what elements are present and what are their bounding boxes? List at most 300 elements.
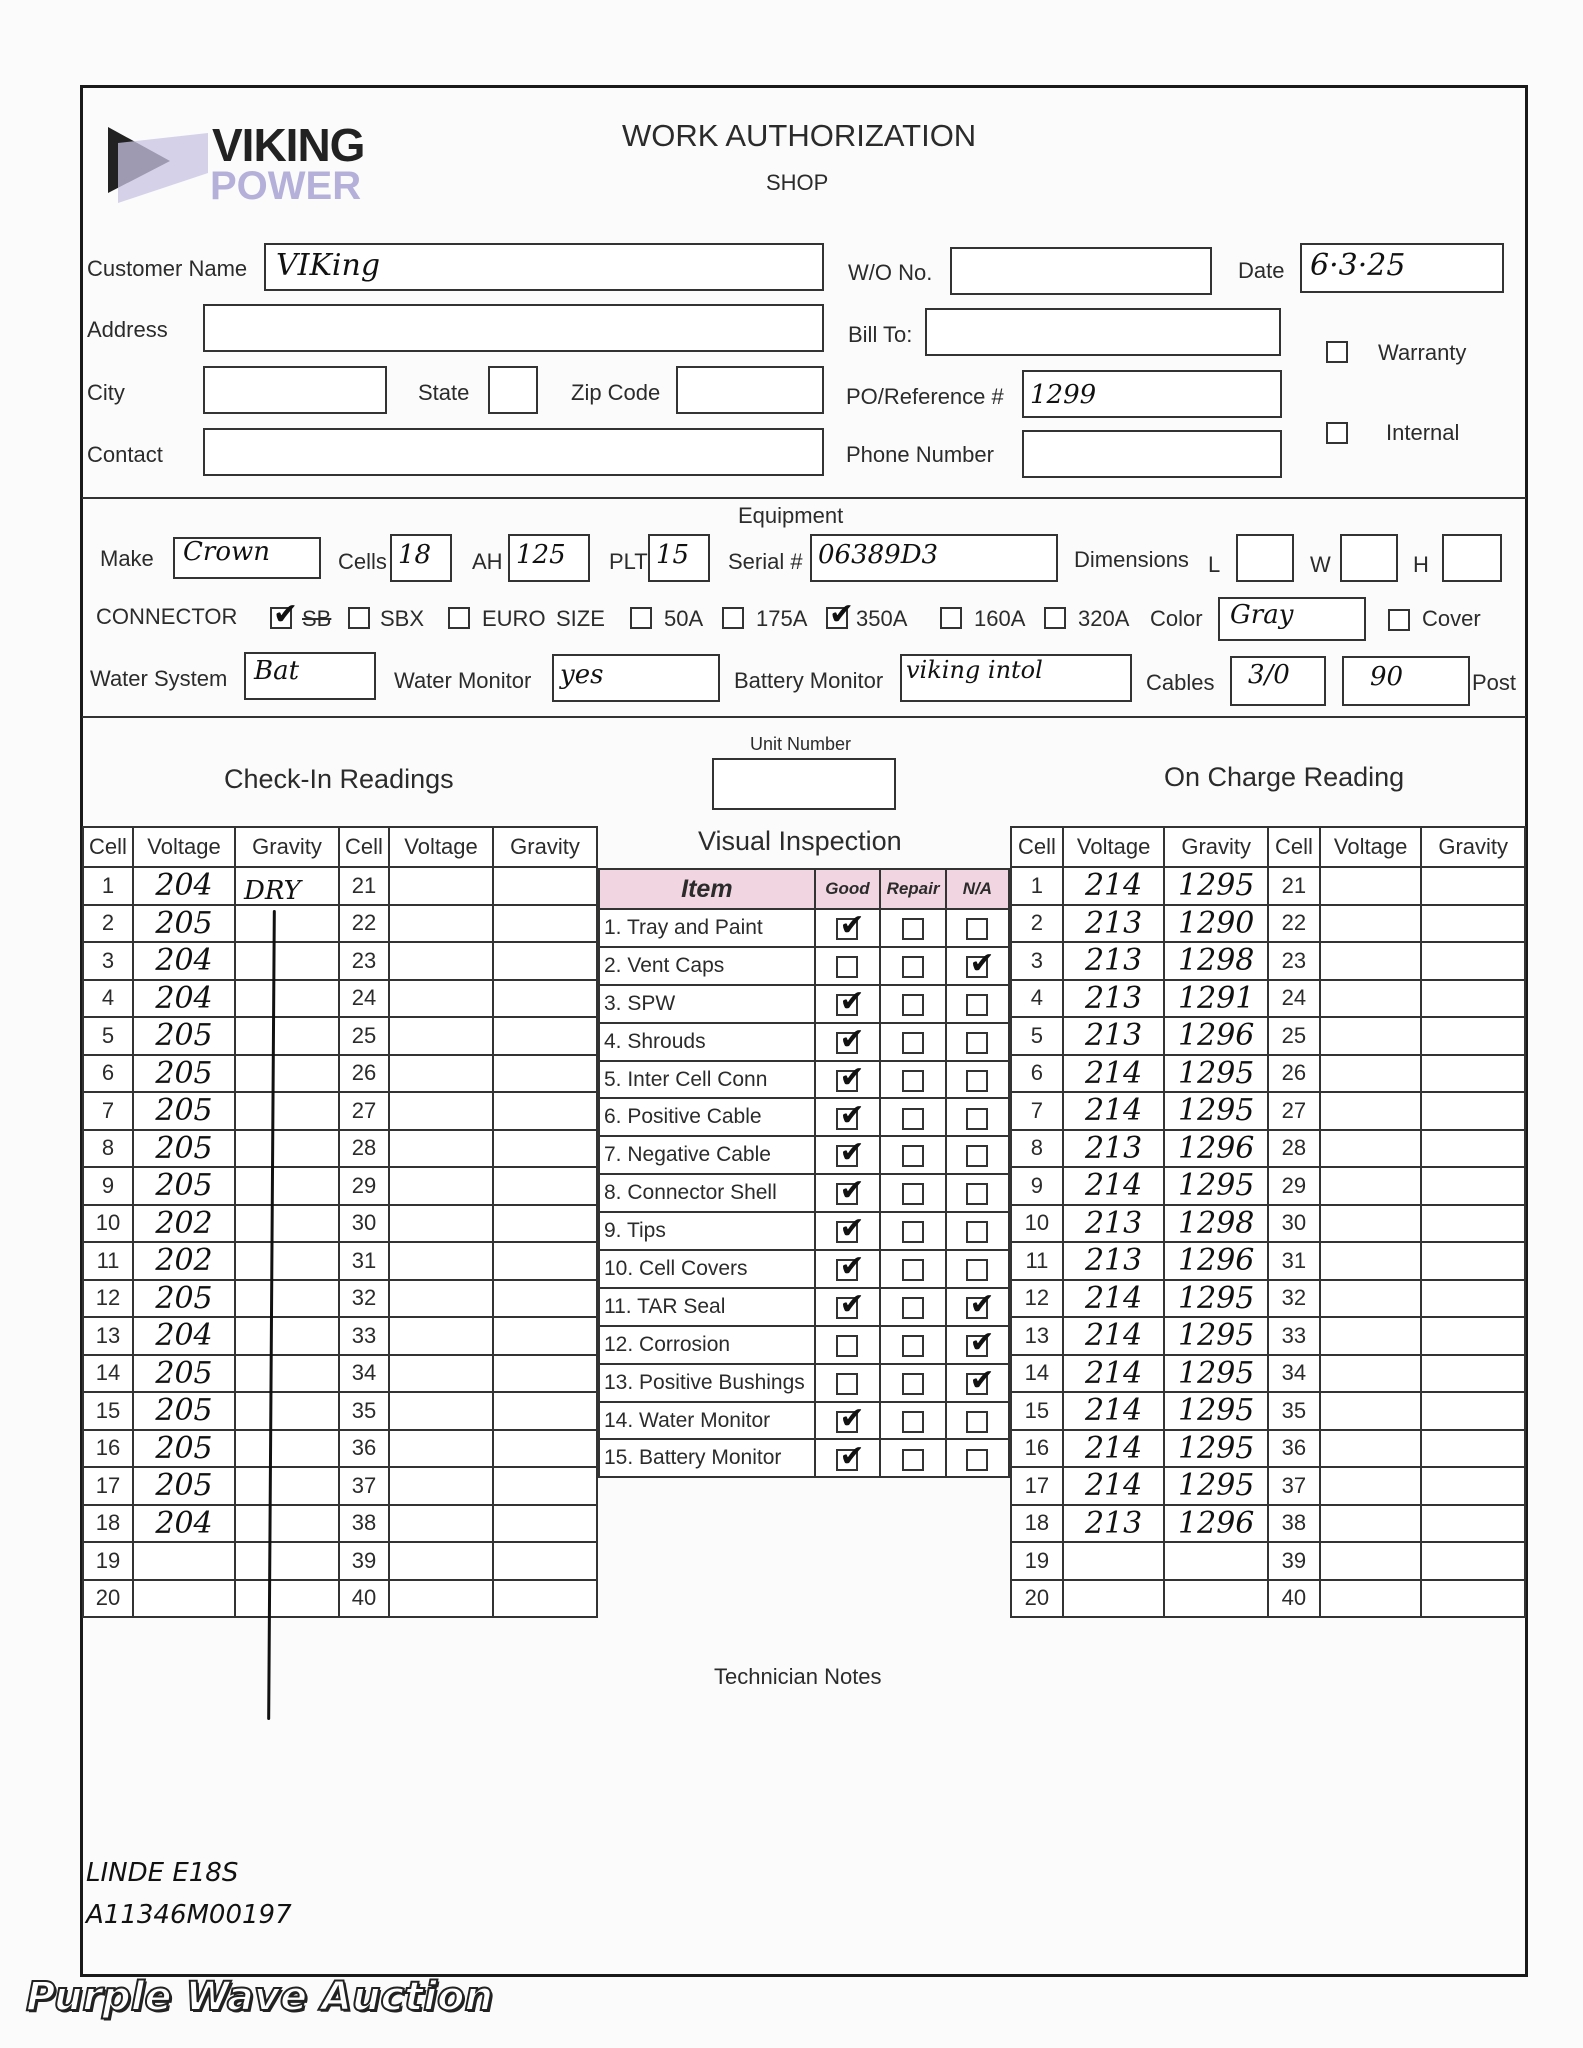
voltage-cell[interactable] — [1320, 1467, 1422, 1505]
euro-checkbox[interactable] — [448, 607, 470, 629]
gravity-cell[interactable] — [493, 1355, 597, 1393]
check-mark-icon: ✔ — [839, 1022, 865, 1057]
gravity-cell[interactable] — [235, 1505, 339, 1543]
wo-field[interactable] — [950, 247, 1212, 295]
na-checkbox[interactable] — [966, 1221, 988, 1243]
voltage-cell[interactable] — [1320, 1580, 1422, 1618]
oncharge-header-5: Gravity — [1421, 827, 1525, 867]
gravity-cell[interactable] — [493, 1542, 597, 1580]
voltage-cell[interactable]: 213 — [1063, 905, 1165, 943]
voltage-cell[interactable] — [389, 1242, 493, 1280]
cell-number: 40 — [1268, 1580, 1320, 1618]
gravity-cell[interactable] — [235, 1392, 339, 1430]
gravity-cell[interactable]: 1295 — [1164, 1167, 1268, 1205]
voltage-cell[interactable] — [1320, 1392, 1422, 1430]
voltage-cell[interactable]: 205 — [133, 1092, 235, 1130]
w-field[interactable] — [1340, 534, 1398, 582]
gravity-cell[interactable]: 1295 — [1164, 1467, 1268, 1505]
voltage-cell[interactable]: 213 — [1063, 1017, 1165, 1055]
cell-number: 33 — [1268, 1317, 1320, 1355]
gravity-cell[interactable]: 1295 — [1164, 1092, 1268, 1130]
voltage-cell[interactable]: 205 — [133, 1167, 235, 1205]
gravity-cell[interactable]: 1296 — [1164, 1130, 1268, 1168]
gravity-cell[interactable]: 1295 — [1164, 1055, 1268, 1093]
voltage-cell[interactable] — [389, 1130, 493, 1168]
table-row — [1011, 1280, 1525, 1318]
gravity-cell[interactable] — [1421, 942, 1525, 980]
cell-number: 31 — [1268, 1242, 1320, 1280]
inspection-repair-cell — [880, 1136, 946, 1174]
voltage-cell[interactable] — [389, 1017, 493, 1055]
good-checkbox[interactable] — [836, 1136, 865, 1171]
voltage-cell[interactable] — [389, 980, 493, 1018]
gravity-cell[interactable] — [1421, 1392, 1525, 1430]
gravity-cell[interactable] — [235, 1280, 339, 1318]
table-row — [1011, 1055, 1525, 1093]
good-checkbox[interactable] — [836, 1439, 865, 1474]
divider — [82, 716, 1526, 718]
repair-checkbox[interactable] — [902, 956, 924, 978]
voltage-cell[interactable]: 213 — [1063, 980, 1165, 1018]
gravity-cell[interactable]: 1291 — [1164, 980, 1268, 1018]
cell-number: 6 — [1011, 1055, 1063, 1093]
repair-checkbox[interactable] — [902, 1411, 924, 1433]
internal-checkbox[interactable] — [1326, 422, 1348, 444]
voltage-cell[interactable] — [389, 1505, 493, 1543]
cover-checkbox[interactable] — [1388, 609, 1410, 631]
voltage-cell[interactable] — [1320, 1130, 1422, 1168]
voltage-cell[interactable] — [133, 1542, 235, 1580]
cell-number: 24 — [339, 980, 389, 1018]
inspection-item-label: 13. Positive Bushings — [599, 1364, 815, 1402]
voltage-cell[interactable]: 205 — [133, 1467, 235, 1505]
inspection-col-item: Item — [599, 869, 815, 909]
gravity-cell[interactable] — [1421, 1317, 1525, 1355]
cell-number: 27 — [1268, 1092, 1320, 1130]
checkin-header-3: Cell — [339, 827, 389, 867]
address-field[interactable] — [203, 304, 824, 352]
table-row — [83, 942, 597, 980]
inspection-item-label: 11. TAR Seal — [599, 1288, 815, 1326]
voltage-cell[interactable] — [1320, 1355, 1422, 1393]
voltage-cell[interactable] — [389, 1542, 493, 1580]
gravity-cell[interactable]: 1295 — [1164, 1355, 1268, 1393]
gravity-cell[interactable] — [1421, 1542, 1525, 1580]
na-checkbox[interactable] — [966, 1259, 988, 1281]
cell-number: 33 — [339, 1317, 389, 1355]
voltage-cell[interactable] — [389, 1317, 493, 1355]
check-mark-icon: ✔ — [839, 984, 865, 1019]
gravity-cell[interactable] — [235, 1430, 339, 1468]
gravity-cell[interactable] — [493, 1467, 597, 1505]
gravity-cell[interactable]: 1296 — [1164, 1242, 1268, 1280]
gravity-cell[interactable] — [493, 1242, 597, 1280]
voltage-cell[interactable] — [389, 1467, 493, 1505]
gravity-cell[interactable]: 1290 — [1164, 905, 1268, 943]
cell-number: 15 — [1011, 1392, 1063, 1430]
table-row — [1011, 1242, 1525, 1280]
inspection-item-label: 2. Vent Caps — [599, 947, 815, 985]
gravity-cell[interactable]: 1295 — [1164, 1317, 1268, 1355]
voltage-cell[interactable] — [389, 1430, 493, 1468]
gravity-cell[interactable] — [235, 1580, 339, 1618]
contact-field[interactable] — [203, 428, 824, 476]
gravity-cell[interactable]: 1296 — [1164, 1505, 1268, 1543]
voltage-cell[interactable]: 213 — [1063, 1505, 1165, 1543]
voltage-cell[interactable]: 204 — [133, 867, 235, 905]
gravity-cell[interactable] — [235, 942, 339, 980]
gravity-cell[interactable] — [235, 1317, 339, 1355]
voltage-cell[interactable] — [1320, 1317, 1422, 1355]
voltage-cell[interactable] — [1320, 1280, 1422, 1318]
na-checkbox[interactable] — [966, 1411, 988, 1433]
gravity-cell[interactable] — [493, 1017, 597, 1055]
good-checkbox[interactable] — [836, 1060, 865, 1095]
voltage-cell[interactable]: 202 — [133, 1205, 235, 1243]
cell-number: 7 — [1011, 1092, 1063, 1130]
gravity-cell[interactable] — [493, 1430, 597, 1468]
voltage-cell[interactable]: 204 — [133, 1317, 235, 1355]
voltage-cell[interactable] — [389, 1055, 493, 1093]
voltage-cell[interactable]: 205 — [133, 1280, 235, 1318]
na-checkbox[interactable] — [966, 1183, 988, 1205]
good-checkbox[interactable] — [836, 1250, 865, 1285]
na-checkbox[interactable] — [966, 1108, 988, 1130]
unit-number-field[interactable] — [712, 758, 896, 810]
voltage-cell[interactable] — [1320, 1242, 1422, 1280]
checkin-header-2: Gravity — [235, 827, 339, 867]
oncharge-header-0: Cell — [1011, 827, 1063, 867]
gravity-cell[interactable] — [1421, 1130, 1525, 1168]
voltage-cell[interactable]: 214 — [1063, 1317, 1165, 1355]
warranty-checkbox[interactable] — [1326, 341, 1348, 363]
175a-checkbox[interactable] — [722, 607, 744, 629]
na-checkbox[interactable] — [966, 946, 995, 982]
table-row — [83, 867, 597, 905]
table-row — [83, 1430, 597, 1468]
gravity-cell[interactable] — [235, 1542, 339, 1580]
good-checkbox[interactable] — [836, 1373, 858, 1395]
na-checkbox[interactable] — [966, 1363, 995, 1398]
50a-label: 50A — [664, 606, 704, 631]
good-checkbox[interactable] — [836, 1022, 865, 1057]
gravity-cell[interactable]: 1298 — [1164, 1205, 1268, 1243]
voltage-cell[interactable] — [1320, 1205, 1422, 1243]
voltage-cell[interactable]: 213 — [1063, 1242, 1165, 1280]
gravity-cell[interactable] — [1421, 1092, 1525, 1130]
gravity-cell[interactable] — [1421, 1355, 1525, 1393]
voltage-cell[interactable]: 214 — [1063, 867, 1165, 905]
repair-checkbox[interactable] — [902, 1297, 924, 1319]
gravity-cell[interactable] — [493, 1505, 597, 1543]
good-checkbox[interactable] — [836, 1174, 865, 1209]
voltage-cell[interactable] — [133, 1580, 235, 1618]
gravity-cell[interactable] — [1421, 980, 1525, 1018]
post-field[interactable] — [1342, 656, 1470, 706]
inspection-repair-cell — [880, 947, 946, 985]
good-checkbox[interactable] — [836, 956, 858, 978]
gravity-cell[interactable]: 1295 — [1164, 867, 1268, 905]
inspection-na-cell — [946, 1212, 1009, 1250]
inspection-na-cell — [946, 1364, 1009, 1402]
inspection-good-cell — [815, 1061, 880, 1099]
cell-number: 30 — [1268, 1205, 1320, 1243]
voltage-cell[interactable] — [1320, 867, 1422, 905]
inspection-na-cell — [946, 1439, 1009, 1477]
gravity-cell[interactable] — [1421, 1430, 1525, 1468]
zip-field[interactable] — [676, 366, 824, 414]
gravity-cell[interactable] — [493, 1580, 597, 1618]
voltage-cell[interactable]: 205 — [133, 1017, 235, 1055]
repair-checkbox[interactable] — [902, 918, 924, 940]
voltage-cell[interactable] — [389, 1205, 493, 1243]
gravity-cell[interactable] — [493, 980, 597, 1018]
inspection-row — [599, 947, 1009, 985]
voltage-cell[interactable]: 214 — [1063, 1055, 1165, 1093]
good-checkbox[interactable] — [836, 984, 865, 1019]
voltage-cell[interactable]: 213 — [1063, 1205, 1165, 1243]
inspection-item-label: 3. SPW — [599, 985, 815, 1023]
gravity-cell[interactable]: 1295 — [1164, 1430, 1268, 1468]
gravity-cell[interactable] — [1421, 1280, 1525, 1318]
inspection-good-cell — [815, 1212, 880, 1250]
gravity-cell[interactable]: 1298 — [1164, 942, 1268, 980]
gravity-cell[interactable] — [493, 1167, 597, 1205]
repair-checkbox[interactable] — [902, 994, 924, 1016]
cell-number: 3 — [1011, 942, 1063, 980]
voltage-cell[interactable]: 214 — [1063, 1092, 1165, 1130]
gravity-cell[interactable] — [493, 942, 597, 980]
good-checkbox[interactable] — [836, 1335, 858, 1357]
voltage-cell[interactable] — [389, 942, 493, 980]
l-field[interactable] — [1236, 534, 1294, 582]
good-checkbox[interactable] — [836, 1098, 865, 1133]
gravity-cell[interactable] — [1421, 1055, 1525, 1093]
gravity-cell[interactable] — [235, 1467, 339, 1505]
voltage-cell[interactable]: 205 — [133, 1430, 235, 1468]
gravity-cell[interactable] — [493, 905, 597, 943]
175a-label: 175A — [756, 606, 808, 631]
na-checkbox[interactable] — [966, 918, 988, 940]
color-label: Color — [1150, 606, 1203, 631]
na-checkbox[interactable] — [966, 1032, 988, 1054]
voltage-cell[interactable]: 205 — [133, 1392, 235, 1430]
gravity-cell[interactable] — [235, 1242, 339, 1280]
repair-checkbox[interactable] — [902, 1373, 924, 1395]
sb-checkbox[interactable] — [270, 597, 299, 632]
check-mark-icon: ✔ — [839, 1098, 865, 1133]
repair-checkbox[interactable] — [902, 1259, 924, 1281]
cell-number: 29 — [1268, 1167, 1320, 1205]
billto-field[interactable] — [925, 308, 1281, 356]
voltage-cell[interactable] — [389, 1092, 493, 1130]
voltage-cell[interactable] — [389, 1280, 493, 1318]
na-checkbox[interactable] — [966, 994, 988, 1016]
voltage-cell[interactable]: 214 — [1063, 1430, 1165, 1468]
repair-checkbox[interactable] — [902, 1108, 924, 1130]
voltage-cell[interactable]: 214 — [1063, 1467, 1165, 1505]
gravity-cell[interactable] — [1421, 1242, 1525, 1280]
160a-checkbox[interactable] — [940, 607, 962, 629]
gravity-cell[interactable] — [235, 1355, 339, 1393]
table-row — [83, 1205, 597, 1243]
cell-number: 6 — [83, 1055, 133, 1093]
gravity-cell[interactable] — [1421, 1580, 1525, 1618]
voltage-cell[interactable]: 204 — [133, 942, 235, 980]
inspection-item-label: 12. Corrosion — [599, 1326, 815, 1364]
gravity-cell[interactable] — [235, 1055, 339, 1093]
voltage-cell[interactable] — [1320, 905, 1422, 943]
voltage-cell[interactable] — [389, 1580, 493, 1618]
gravity-cell[interactable] — [235, 1130, 339, 1168]
table-row — [83, 1580, 597, 1618]
voltage-cell[interactable]: 205 — [133, 905, 235, 943]
voltage-cell[interactable]: 214 — [1063, 1392, 1165, 1430]
gravity-cell[interactable] — [235, 1205, 339, 1243]
h-field[interactable] — [1442, 534, 1502, 582]
gravity-cell[interactable] — [493, 867, 597, 905]
voltage-cell[interactable]: 205 — [133, 1355, 235, 1393]
inspection-header-row — [599, 869, 1009, 909]
gravity-cell[interactable] — [235, 980, 339, 1018]
na-checkbox[interactable] — [966, 1070, 988, 1092]
voltage-cell[interactable]: 204 — [133, 980, 235, 1018]
gravity-cell[interactable]: 1295 — [1164, 1280, 1268, 1318]
gravity-cell[interactable] — [493, 1280, 597, 1318]
plt-label: PLT — [609, 549, 648, 574]
gravity-cell[interactable] — [235, 1092, 339, 1130]
inspection-item-label: 1. Tray and Paint — [599, 909, 815, 947]
repair-checkbox[interactable] — [902, 1221, 924, 1243]
gravity-cell[interactable] — [1421, 1017, 1525, 1055]
voltage-cell[interactable]: 204 — [133, 1505, 235, 1543]
brand-line2: POWER — [210, 164, 362, 208]
gravity-cell[interactable] — [493, 1205, 597, 1243]
voltage-cell[interactable]: 213 — [1063, 942, 1165, 980]
voltage-cell[interactable] — [389, 1392, 493, 1430]
check-mark-icon: ✔ — [839, 1136, 865, 1171]
gravity-cell[interactable] — [1421, 1205, 1525, 1243]
gravity-cell[interactable] — [1421, 1167, 1525, 1205]
voltage-cell[interactable]: 205 — [133, 1130, 235, 1168]
cell-number: 19 — [1011, 1542, 1063, 1580]
inspection-item-label: 14. Water Monitor — [599, 1402, 815, 1440]
gravity-cell[interactable] — [493, 1130, 597, 1168]
voltage-cell[interactable]: 214 — [1063, 1355, 1165, 1393]
voltage-cell[interactable] — [1320, 1092, 1422, 1130]
repair-checkbox[interactable] — [902, 1145, 924, 1167]
inspection-na-cell — [946, 909, 1009, 947]
good-checkbox[interactable] — [836, 909, 865, 944]
city-field[interactable] — [203, 366, 387, 414]
voltage-cell[interactable] — [1320, 1542, 1422, 1580]
voltage-cell[interactable] — [1320, 1167, 1422, 1205]
na-checkbox[interactable] — [966, 1449, 988, 1471]
inspection-item-label: 15. Battery Monitor — [599, 1439, 815, 1477]
gravity-cell[interactable] — [235, 905, 339, 943]
na-checkbox[interactable] — [966, 1325, 995, 1360]
state-field[interactable] — [488, 366, 538, 414]
gravity-cell[interactable] — [1421, 905, 1525, 943]
po-label: PO/Reference # — [846, 384, 1004, 409]
cell-number: 26 — [339, 1055, 389, 1093]
sbx-checkbox[interactable] — [348, 607, 370, 629]
cell-number: 5 — [83, 1017, 133, 1055]
gravity-cell[interactable] — [1421, 867, 1525, 905]
voltage-cell[interactable]: 205 — [133, 1055, 235, 1093]
gravity-cell[interactable] — [1421, 1505, 1525, 1543]
320a-checkbox[interactable] — [1044, 607, 1066, 629]
inspection-na-cell — [946, 1098, 1009, 1136]
gravity-cell[interactable] — [1164, 1542, 1268, 1580]
350a-checkbox[interactable] — [826, 597, 855, 632]
cell-number: 14 — [1011, 1355, 1063, 1393]
voltage-cell[interactable]: 213 — [1063, 1130, 1165, 1168]
repair-checkbox[interactable] — [902, 1183, 924, 1205]
voltage-cell[interactable] — [389, 905, 493, 943]
phone-field[interactable] — [1022, 430, 1282, 478]
gravity-cell[interactable] — [493, 1317, 597, 1355]
voltage-cell[interactable] — [389, 1167, 493, 1205]
inspection-good-cell — [815, 1136, 880, 1174]
voltage-cell[interactable] — [389, 1355, 493, 1393]
table-row — [83, 1355, 597, 1393]
inspection-good-cell — [815, 1098, 880, 1136]
good-checkbox[interactable] — [836, 1287, 865, 1323]
gravity-cell[interactable] — [1164, 1580, 1268, 1618]
repair-checkbox[interactable] — [902, 1070, 924, 1092]
voltage-cell[interactable] — [1320, 1055, 1422, 1093]
gravity-cell[interactable] — [235, 1167, 339, 1205]
form-title: WORK AUTHORIZATION — [622, 118, 977, 153]
gravity-cell[interactable] — [235, 1017, 339, 1055]
voltage-cell[interactable] — [1063, 1580, 1165, 1618]
voltage-cell[interactable] — [1063, 1542, 1165, 1580]
gravity-cell[interactable] — [493, 1392, 597, 1430]
voltage-cell[interactable] — [1320, 1430, 1422, 1468]
na-checkbox[interactable] — [966, 1287, 995, 1323]
gravity-cell[interactable]: 1295 — [1164, 1392, 1268, 1430]
good-checkbox[interactable] — [836, 1401, 865, 1436]
voltage-cell[interactable]: 214 — [1063, 1167, 1165, 1205]
inspection-repair-cell — [880, 909, 946, 947]
50a-checkbox[interactable] — [630, 607, 652, 629]
gravity-cell[interactable] — [493, 1055, 597, 1093]
repair-checkbox[interactable] — [902, 1449, 924, 1471]
good-checkbox[interactable] — [836, 1212, 865, 1247]
voltage-cell[interactable]: 214 — [1063, 1280, 1165, 1318]
voltage-cell[interactable]: 202 — [133, 1242, 235, 1280]
inspection-repair-cell — [880, 1023, 946, 1061]
voltage-cell[interactable] — [1320, 1017, 1422, 1055]
table-row — [1011, 1355, 1525, 1393]
voltage-cell[interactable] — [1320, 1505, 1422, 1543]
350a-label: 350A — [856, 606, 908, 631]
billto-label: Bill To: — [848, 322, 913, 347]
repair-checkbox[interactable] — [902, 1335, 924, 1357]
gravity-cell[interactable]: 1296 — [1164, 1017, 1268, 1055]
gravity-cell[interactable] — [493, 1092, 597, 1130]
voltage-cell[interactable] — [1320, 980, 1422, 1018]
voltage-cell[interactable] — [389, 867, 493, 905]
inspection-na-cell — [946, 1023, 1009, 1061]
na-checkbox[interactable] — [966, 1145, 988, 1167]
gravity-cell[interactable] — [1421, 1467, 1525, 1505]
repair-checkbox[interactable] — [902, 1032, 924, 1054]
voltage-cell[interactable] — [1320, 942, 1422, 980]
table-row — [83, 980, 597, 1018]
check-mark-icon: ✔ — [969, 1287, 995, 1323]
